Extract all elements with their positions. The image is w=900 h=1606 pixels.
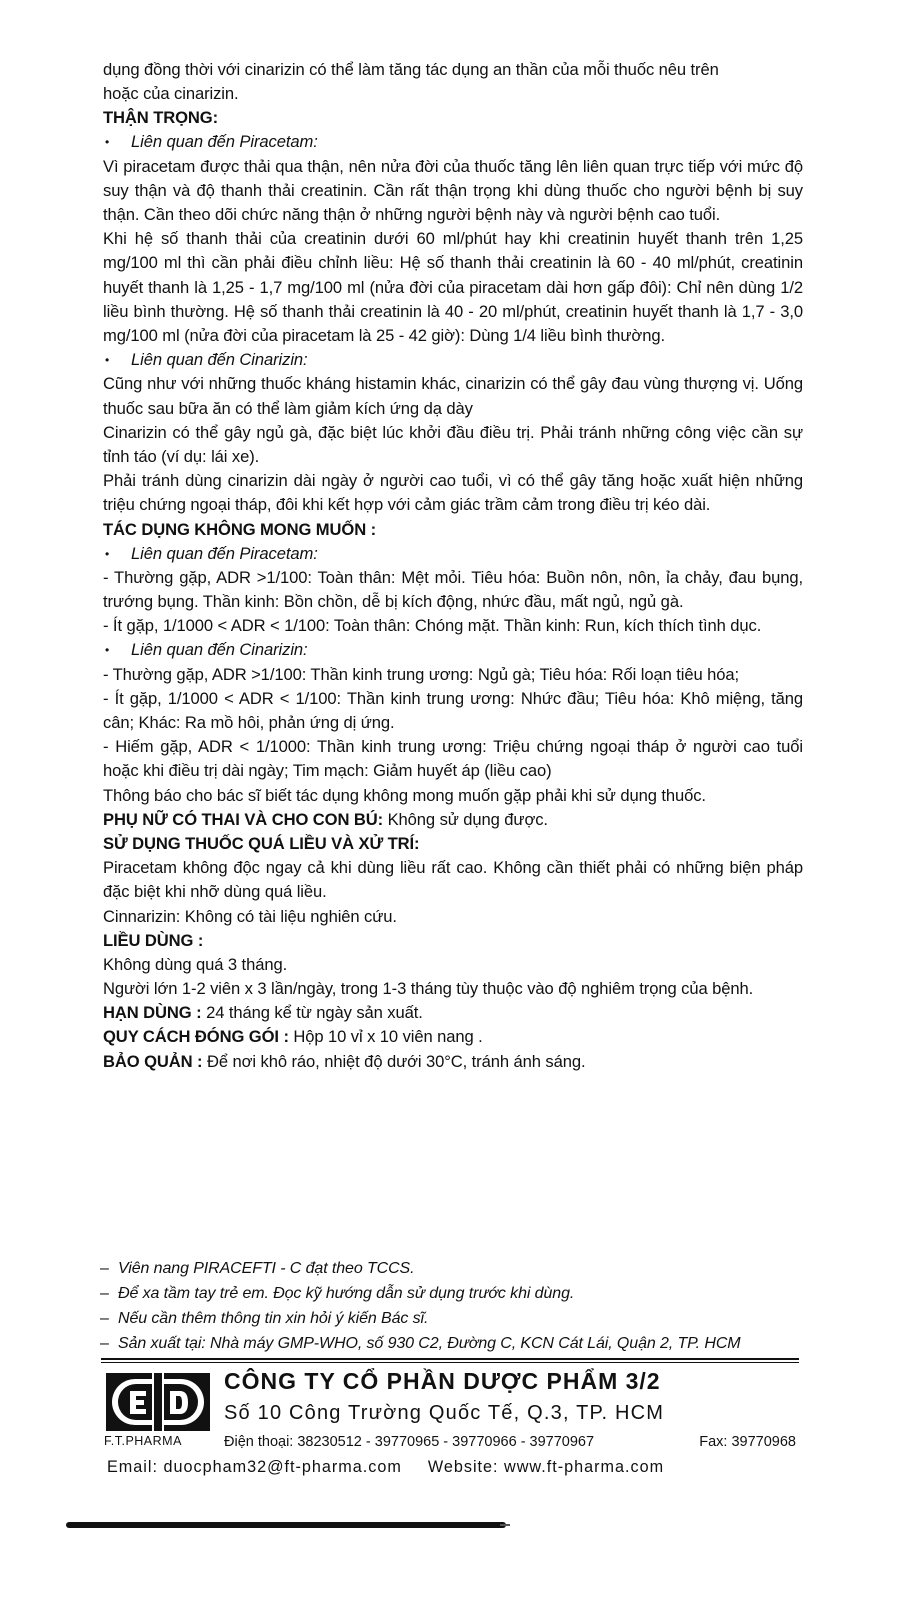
precautions-piracetam-subheading: • Liên quan đến Piracetam: (103, 130, 803, 154)
divider-rule-thin (101, 1362, 799, 1363)
dosage-heading: LIỀU DÙNG : (103, 930, 204, 950)
bottom-bar-tail (500, 1524, 510, 1526)
company-logo-icon (106, 1373, 210, 1431)
side-effects-piracetam-subheading: • Liên quan đến Piracetam: (103, 542, 803, 566)
company-email: Email: duocpham32@ft-pharma.com (107, 1458, 402, 1476)
side-effects-cinarizin-uncommon: - Ít gặp, 1/1000 < ADR < 1/100: Thần kinh trung ương: Nhức đầu; Tiêu hóa: Khô miệng, tăng cân; Khác: Ra mồ hôi, phản ứng dị ứng. (103, 688, 803, 733)
intro-line-1: dụng đồng thời với cinarizin có thể làm tăng tác dụng an thần của mỗi thuốc nêu trên (103, 60, 719, 79)
expiry-label: HẠN DÙNG : (103, 1003, 202, 1023)
note-item: – Sản xuất tại: Nhà máy GMP-WHO, số 930 C2, Đường C, KCN Cát Lái, Quận 2, TP. HCM (100, 1331, 820, 1356)
side-effects-piracetam-common: - Thường gặp, ADR >1/100: Toàn thân: Mệt mỏi. Tiêu hóa: Buồn nôn, nôn, ỉa chảy, đau bụng, trướng bụng. Thần kinh: Bồn chồn, dễ bị kích động, nhức đầu, mất ngủ, ngủ gà. (103, 567, 803, 612)
storage-line (103, 1050, 803, 1074)
overdose-heading: SỬ DỤNG THUỐC QUÁ LIỀU VÀ XỬ TRÍ: (103, 834, 420, 854)
side-effects-cinarizin-common: - Thường gặp, ADR >1/100: Thần kinh trung ương: Ngủ gà; Tiêu hóa: Rối loạn tiêu hóa; (103, 664, 739, 684)
logo-caption: F.T.PHARMA (104, 1434, 182, 1448)
company-phone: Điện thoại: 38230512 - 39770965 - 39770966 - 39770967 (224, 1434, 595, 1450)
company-fax: Fax: 39770968 (699, 1434, 796, 1450)
side-effects-notice: Thông báo cho bác sĩ biết tác dụng không mong muốn gặp phải khi sử dụng thuốc. (103, 785, 706, 805)
precautions-heading: THẬN TRỌNG: (103, 108, 219, 128)
contact-line (107, 1458, 664, 1477)
note-item: – Để xa tầm tay trẻ em. Đọc kỹ hướng dẫn sử dụng trước khi dùng. (100, 1281, 820, 1306)
dosage-text-1: Không dùng quá 3 tháng. (103, 954, 288, 974)
note-item: – Viên nang PIRACEFTI - C đạt theo TCCS. (100, 1256, 820, 1281)
packaging-line (103, 1025, 803, 1049)
side-effects-cinarizin-rare: - Hiếm gặp, ADR < 1/1000: Thần kinh trung ương: Triệu chứng ngoại tháp ở người cao tuổi hoặc khi điều trị dài ngày; Tim mạch: Giảm huyết áp (liều cao) (103, 737, 803, 781)
pregnancy-label: PHỤ NỮ CÓ THAI VÀ CHO CON BÚ: (103, 809, 384, 829)
pregnancy-line (103, 808, 803, 832)
leaflet-body (103, 58, 803, 1074)
company-website: Website: www.ft-pharma.com (427, 1458, 665, 1476)
side-effects-heading: TÁC DỤNG KHÔNG MONG MUỐN : (103, 519, 377, 539)
precautions-cinarizin-text-3: Phải tránh dùng cinarizin dài ngày ở người cao tuổi, vì có thể gây tăng hoặc xuất hiện những triệu chứng ngoại tháp, đôi khi kết hợp với cảm giác trầm cảm trong điều trị kéo dài. (103, 471, 803, 515)
note-item: – Nếu cần thêm thông tin xin hỏi ý kiến Bác sĩ. (100, 1306, 820, 1331)
precautions-piracetam-text: Vì piracetam được thải qua thận, nên nửa đời của thuốc tăng lên liên quan trực tiếp với mức độ suy thận và độ thanh thải creatinin. Cần rất thận trọng khi dùng thuốc cho người bệnh bị suy thận. Cần theo dõi chức năng thận ở những người bệnh này và người bệnh cao tuổi. (103, 156, 803, 225)
dosage-text-2: Người lớn 1-2 viên x 3 lần/ngày, trong 1-3 tháng tùy thuộc vào độ nghiêm trọng của bệnh. (103, 978, 754, 998)
storage-text: Để nơi khô ráo, nhiệt độ dưới 30°C, tránh ánh sáng. (202, 1051, 586, 1071)
packaging-label: QUY CÁCH ĐÓNG GÓI : (103, 1027, 289, 1047)
divider-rule-thick (101, 1358, 799, 1360)
overdose-text-2: Cinnarizin: Không có tài liệu nghiên cứu. (103, 906, 397, 926)
company-name: CÔNG TY CỔ PHẦN DƯỢC PHẨM 3/2 (224, 1368, 661, 1394)
bottom-bar (66, 1522, 506, 1528)
precautions-dosage-adjust-text: Khi hệ số thanh thải của creatinin dưới 60 ml/phút hay khi creatinin huyết thanh trên 1,25 mg/100 ml thì cần phải điều chỉnh liều: Hệ số thanh thải creatinin là 60 - 40 ml/phút, creatinin huyết thanh là 1,25 - 1,7 mg/100 ml (nửa đời của piracetam dài hơn gấp đôi): Chỉ nên dùng 1/2 liều bình thường. Hệ số thanh thải creatinin là 40 - 20 ml/phút, creatinin huyết thanh là 1,7 - 3,0 mg/100 ml (nửa đời của piracetam là 25 - 42 giờ): Dùng 1/4 liều bình thường. (103, 229, 803, 346)
notes-list (100, 1256, 820, 1356)
packaging-text: Hộp 10 vỉ x 10 viên nang . (288, 1027, 483, 1047)
overdose-text-1: Piracetam không độc ngay cả khi dùng liều rất cao. Không cần thiết phải có những biện pháp đặc biệt khi nhỡ dùng quá liều. (103, 858, 803, 902)
side-effects-cinarizin-subheading: • Liên quan đến Cinarizin: (103, 638, 803, 662)
expiry-line (103, 1001, 803, 1025)
precautions-cinarizin-text-1: Cũng như với những thuốc kháng histamin khác, cinarizin có thể gây đau vùng thượng vị. Uống thuốc sau bữa ăn có thể làm giảm kích ứng dạ dày (103, 374, 803, 418)
side-effects-piracetam-uncommon: - Ít gặp, 1/1000 < ADR < 1/100: Toàn thân: Chóng mặt. Thần kinh: Run, kích thích tình dục. (103, 616, 762, 636)
storage-label: BẢO QUẢN : (103, 1051, 203, 1071)
company-address: Số 10 Công Trường Quốc Tế, Q.3, TP. HCM (224, 1402, 665, 1424)
precautions-cinarizin-text-2: Cinarizin có thể gây ngủ gà, đặc biệt lúc khởi đầu điều trị. Phải tránh những công việc cần sự tỉnh táo (ví dụ: lái xe). (103, 422, 803, 467)
precautions-cinarizin-subheading: • Liên quan đến Cinarizin: (103, 348, 803, 372)
pregnancy-text: Không sử dụng được. (383, 809, 548, 829)
intro-line-2: hoặc của cinarizin. (103, 84, 239, 104)
expiry-text: 24 tháng kể từ ngày sản xuất. (201, 1003, 423, 1023)
